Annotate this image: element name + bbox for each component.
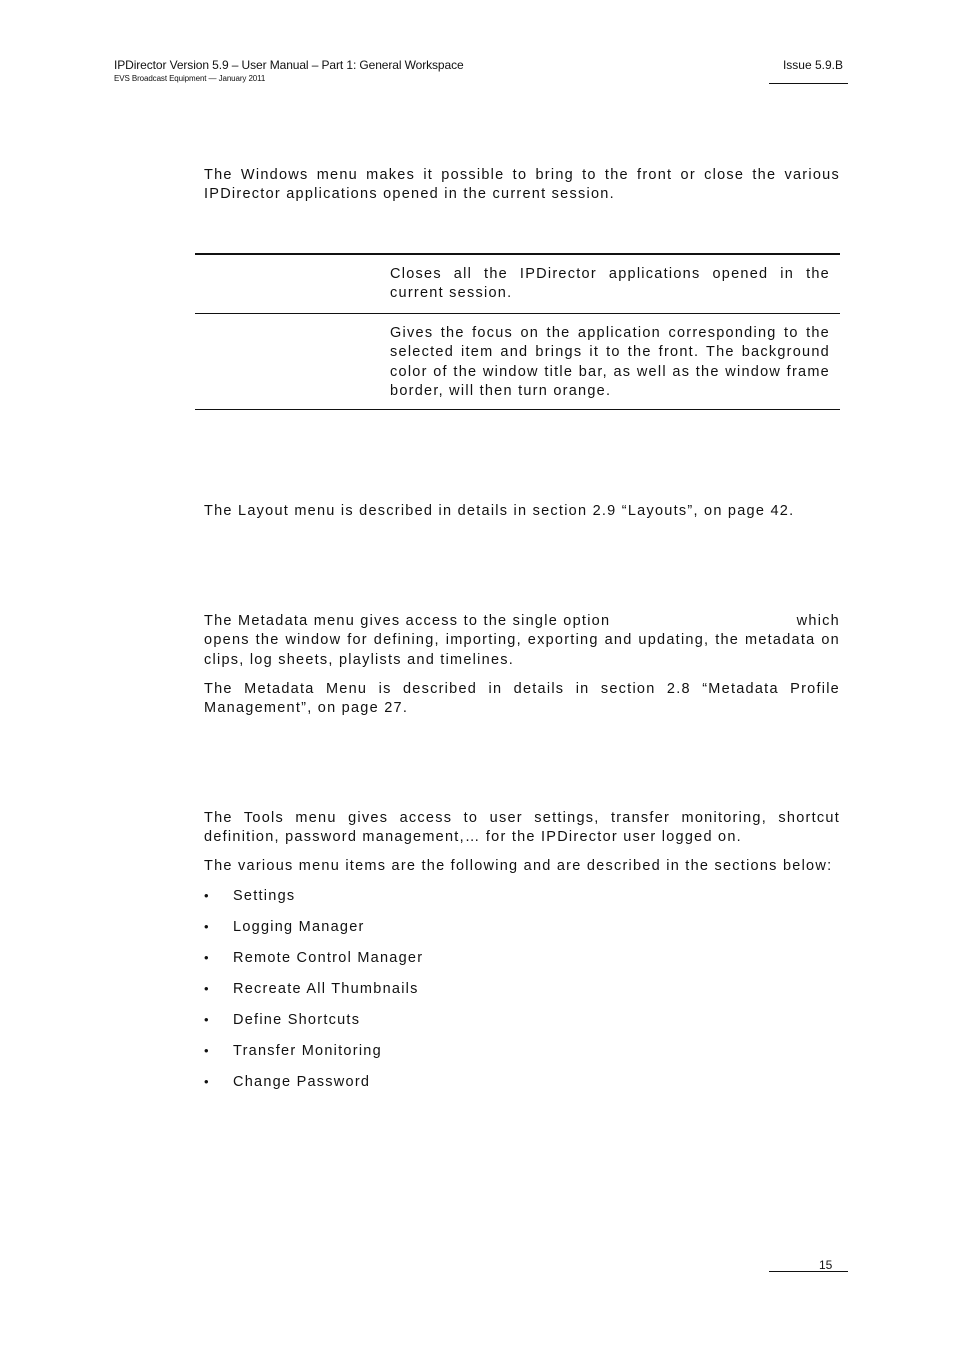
- list-item: • Change Password: [204, 1074, 371, 1090]
- bullet-icon: •: [204, 888, 210, 903]
- header-issue: Issue 5.9.B: [782, 58, 843, 72]
- windows-intro: The Windows menu makes it possible to bring to the front or close the various IPDirector applications opened in the current session.: [204, 167, 840, 203]
- list-item: • Recreate All Thumbnails: [204, 981, 419, 997]
- bullet-icon: •: [204, 1043, 210, 1058]
- tools-list-intro: The various menu items are the following and are described in the sections below:: [204, 858, 833, 874]
- metadata-paragraph-1: [204, 612, 840, 670]
- metadata-which: which: [796, 613, 840, 629]
- list-item: • Remote Control Manager: [204, 950, 424, 966]
- table-bottom-rule: [195, 409, 840, 410]
- list-item: • Settings: [204, 888, 296, 904]
- metadata-lead: The Metadata menu gives access to the single option: [204, 613, 611, 629]
- table-top-rule: [195, 253, 840, 255]
- list-item: • Transfer Monitoring: [204, 1043, 382, 1059]
- table-row-divider: [195, 313, 840, 314]
- bullet-icon: •: [204, 1012, 210, 1027]
- bullet-icon: •: [204, 919, 210, 934]
- bullet-icon: •: [204, 1074, 210, 1089]
- header-rule: [769, 83, 848, 84]
- footer-rule: [769, 1271, 848, 1272]
- table-row-close-all-description: Closes all the IPDirector applications opened in the current session.: [390, 266, 830, 302]
- metadata-rest: opens the window for defining, importing, exporting and updating, the metadata on clips, log sheets, playlists and timelines.: [204, 632, 840, 668]
- bullet-icon: •: [204, 981, 210, 996]
- tools-intro: The Tools menu gives access to user settings, transfer monitoring, shortcut definition, password management,… for the IPDirector user logged on.: [204, 810, 840, 846]
- layout-text: The Layout menu is described in details in section 2.9 “Layouts”, on page 42.: [204, 503, 795, 519]
- metadata-paragraph-2: The Metadata Menu is described in details in section 2.8 “Metadata Profile Management”, on page 27.: [204, 681, 840, 717]
- table-row-focus-description: Gives the focus on the application corresponding to the selected item and brings it to the front. The background color of the window title bar, as well as the window frame border, will then turn orange.: [390, 325, 830, 400]
- page-number: 15: [819, 1258, 833, 1272]
- header-title: IPDirector Version 5.9 – User Manual – Part 1: General Workspace: [114, 58, 464, 72]
- list-item: • Logging Manager: [204, 919, 365, 935]
- bullet-icon: •: [204, 950, 210, 965]
- header-subtitle: EVS Broadcast Equipment — January 2011: [114, 74, 266, 83]
- list-item: • Define Shortcuts: [204, 1012, 361, 1028]
